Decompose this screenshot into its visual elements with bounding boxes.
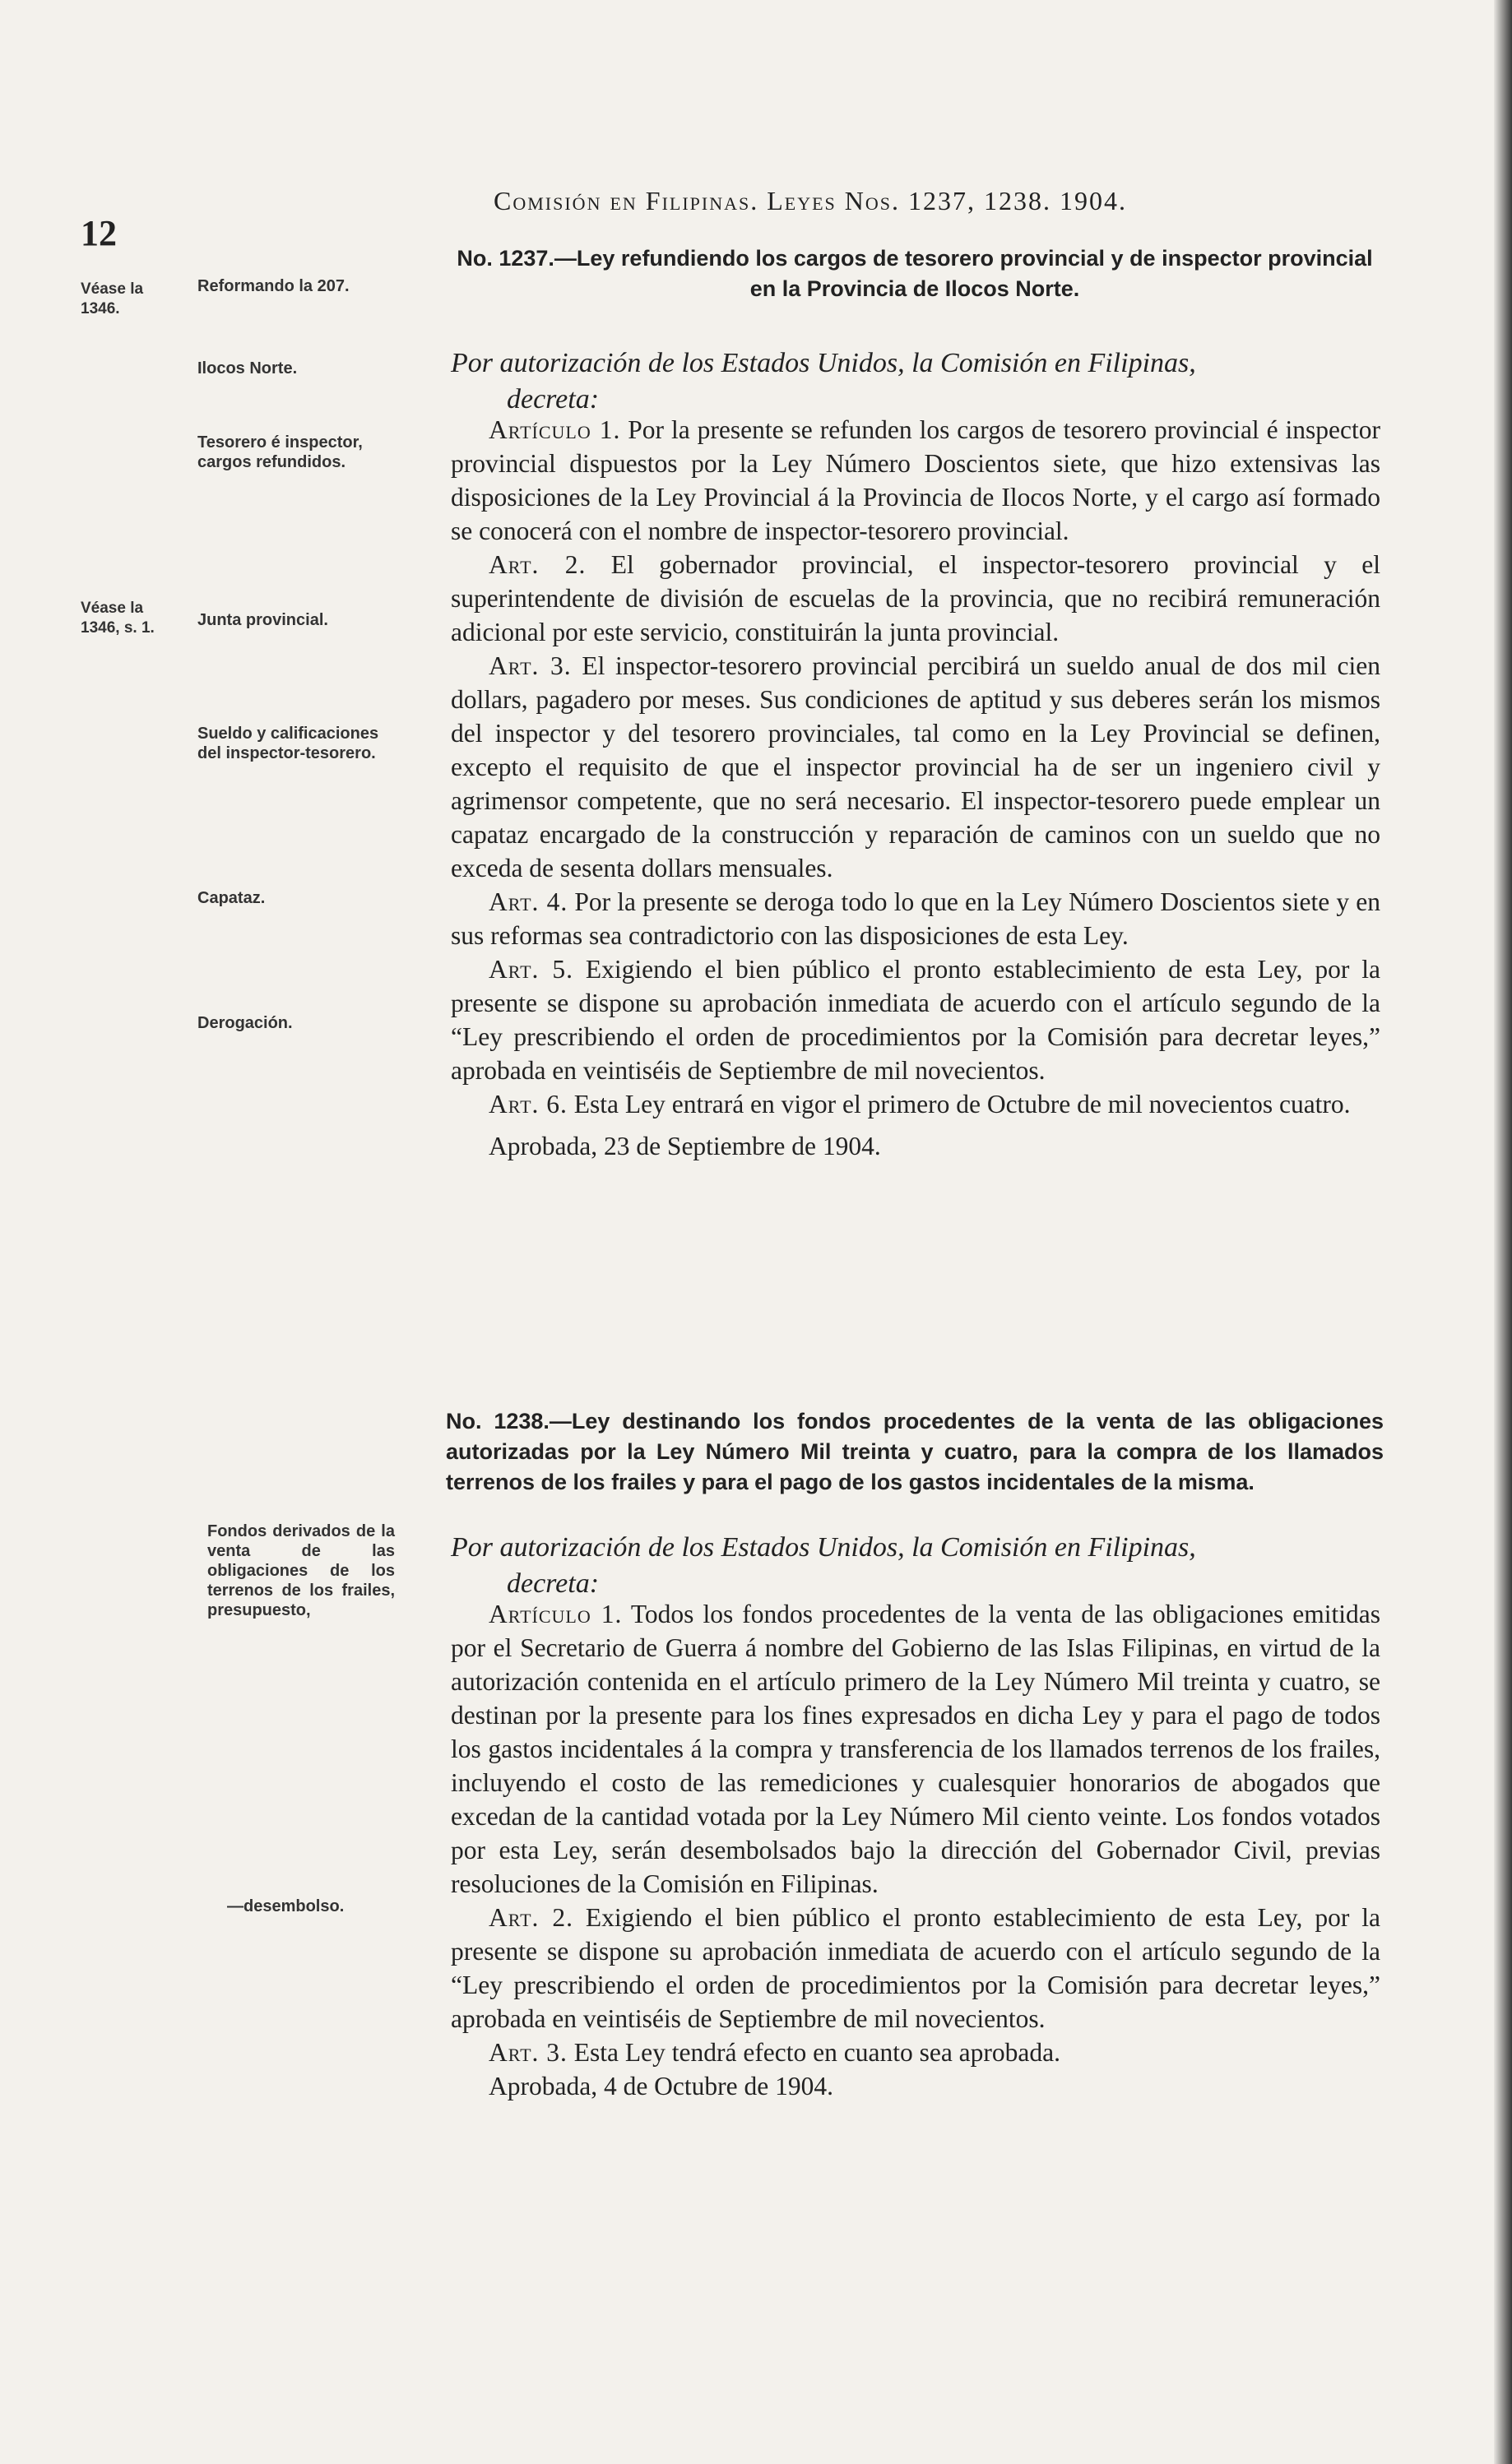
article-text: Esta Ley tendrá efecto en cuanto sea aprobada. (573, 2038, 1060, 2067)
article-text: Por la presente se refunden los cargos de tesorero provincial é inspector provincial dispuestos por la Ley Número Doscientos siete, que hizo extensivas las disposiciones de la Ley Provincial á la Provincia de Ilocos Norte, y el cargo así formado se conocerá con el nombre de inspector-tesorero provincial. (451, 415, 1381, 545)
margin-ilocos-norte: Ilocos Norte. (197, 359, 298, 377)
article-label: Artículo 1. (489, 415, 621, 444)
article-label: Art. 2. (489, 1903, 573, 1932)
article-3 (451, 2036, 1380, 2069)
article-text: Exigiendo el bien público el pronto establecimiento de esta Ley, por la presente se dispone su aprobación inmediata de acuerdo con el artículo segundo de la “Ley prescribiendo el orden de procedimientos por la Comisión para decretar leyes,” aprobada en veintiséis de Septiembre de mil novecientos. (451, 1903, 1380, 2033)
law-1237-heading: No. 1237.—Ley refundiendo los cargos de tesorero provincial y de inspector provincial en la Provincia de Ilocos Norte. (457, 246, 1373, 301)
article-4 (451, 885, 1380, 952)
article-text: Exigiendo el bien público el pronto establecimiento de esta Ley, por la presente se dispone su aprobación inmediata de acuerdo con el artículo segundo de la “Ley prescribiendo el orden de procedimientos por la Comisión para decretar leyes,” aprobada en veintiséis de Septiembre de mil novecientos. (451, 955, 1380, 1085)
article-label: Artículo 1. (489, 1600, 623, 1628)
article-text: Por la presente se deroga todo lo que en la Ley Número Doscientos siete y en sus reformas sea contradictorio con las disposiciones de esta Ley. (451, 887, 1380, 950)
margin-ref-1346: Véase la 1346. (81, 280, 144, 317)
law-1237-body (451, 413, 1380, 1163)
article-5 (451, 952, 1380, 1087)
article-2 (451, 548, 1380, 649)
decreta-text: decreta: (507, 1568, 600, 1599)
enacting-text: Por autorización de los Estados Unidos, la Comisión en Filipinas, (451, 348, 1196, 378)
margin-capataz: Capataz. (197, 889, 266, 907)
page-number: 12 (81, 213, 117, 253)
article-label: Art. 4. (489, 887, 568, 916)
margin-derogacion: Derogación. (197, 1014, 293, 1032)
margin-desembolso: —desembolso. (227, 1897, 345, 1915)
law-1238-heading: No. 1238.—Ley destinando los fondos procedentes de la venta de las obligaciones autorizadas por la Ley Número Mil treinta y cuatro, para la compra de los llamados terrenos de los frailes y para el pago de los gastos incidentales de la misma. (446, 1409, 1384, 1494)
law-1237-enacting-clause (451, 345, 1380, 418)
margin-amend-207: Reformando la 207. (197, 277, 350, 295)
margin-tesorero-inspector: Tesorero é inspector, cargos refundidos. (197, 433, 363, 471)
law-1238-body (451, 1597, 1380, 2103)
article-text: Esta Ley entrará en vigor el primero de Octubre de mil novecientos cuatro. (573, 1090, 1351, 1119)
law-1238-enacting-clause (451, 1530, 1380, 1602)
approval-date: Aprobada, 4 de Octubre de 1904. (489, 2072, 833, 2100)
article-text: El inspector-tesorero provincial percibirá un sueldo anual de dos mil cien dollars, pagadero por meses. Sus condiciones de aptitud y sus deberes serán los mismos del inspector y del tesorero provinciales, tal como en la Ley Provincial se definen, excepto el requisito de que el inspector provincial ha de ser un ingeniero civil y agrimensor competente, que no será necesario. El inspector-tesorero puede emplear un capataz encargado de la construcción y reparación de caminos con un sueldo que no exceda de sesenta dollars mensuales. (451, 651, 1380, 882)
margin-junta-provincial: Junta provincial. (197, 611, 328, 629)
article-label: Art. 3. (489, 2038, 568, 2067)
decreta-text: decreta: (507, 384, 600, 415)
article-text: Todos los fondos procedentes de la venta de las obligaciones emitidas por el Secretario de Guerra á nombre del Gobierno de las Islas Filipinas, en virtud de la autorización contenida en el artículo primero de la Ley Número Mil treinta y cuatro, se destinan por la presente para los fines expresados en dicha Ley y para el pago de todos los gastos incidentales á la compra y transferencia de los llamados terrenos de los frailes, incluyendo el costo de las remediciones y cualesquier honorarios de abogados que excedan de la cantidad votada por la Ley Número Mil ciento veinte. Los fondos votados por esta Ley, serán desembolsados bajo la dirección del Gobernador Civil, previas resoluciones de la Comisión en Filipinas. (451, 1600, 1380, 1898)
margin-ref-1346-s1: Véase la 1346, s. 1. (81, 600, 155, 637)
margin-fondos: Fondos derivados de la venta de las obligaciones de los terrenos de los frailes, presupuesto, (207, 1522, 395, 1619)
article-label: Art. 6. (489, 1090, 568, 1119)
article-label: Art. 3. (489, 651, 572, 680)
article-1 (451, 413, 1380, 548)
running-head: Comisión en Filipinas. Leyes Nos. 1237, 1238. 1904. (494, 186, 1128, 215)
article-2 (451, 1901, 1380, 2036)
article-6 (451, 1087, 1380, 1121)
page-edge-shadow (1494, 0, 1512, 2464)
article-1 (451, 1597, 1380, 1901)
article-text: El gobernador provincial, el inspector-tesorero provincial y el superintendente de división de escuelas de la provincia, que no recibirá remuneración adicional por este servicio, constituirán la junta provincial. (451, 550, 1380, 646)
article-label: Art. 5. (489, 955, 573, 984)
enacting-text: Por autorización de los Estados Unidos, la Comisión en Filipinas, (451, 1532, 1196, 1563)
approval-date: Aprobada, 23 de Septiembre de 1904. (489, 1132, 881, 1160)
margin-sueldo: Sueldo y calificaciones del inspector-tesorero. (197, 725, 379, 762)
article-label: Art. 2. (489, 550, 587, 579)
article-3 (451, 649, 1380, 885)
